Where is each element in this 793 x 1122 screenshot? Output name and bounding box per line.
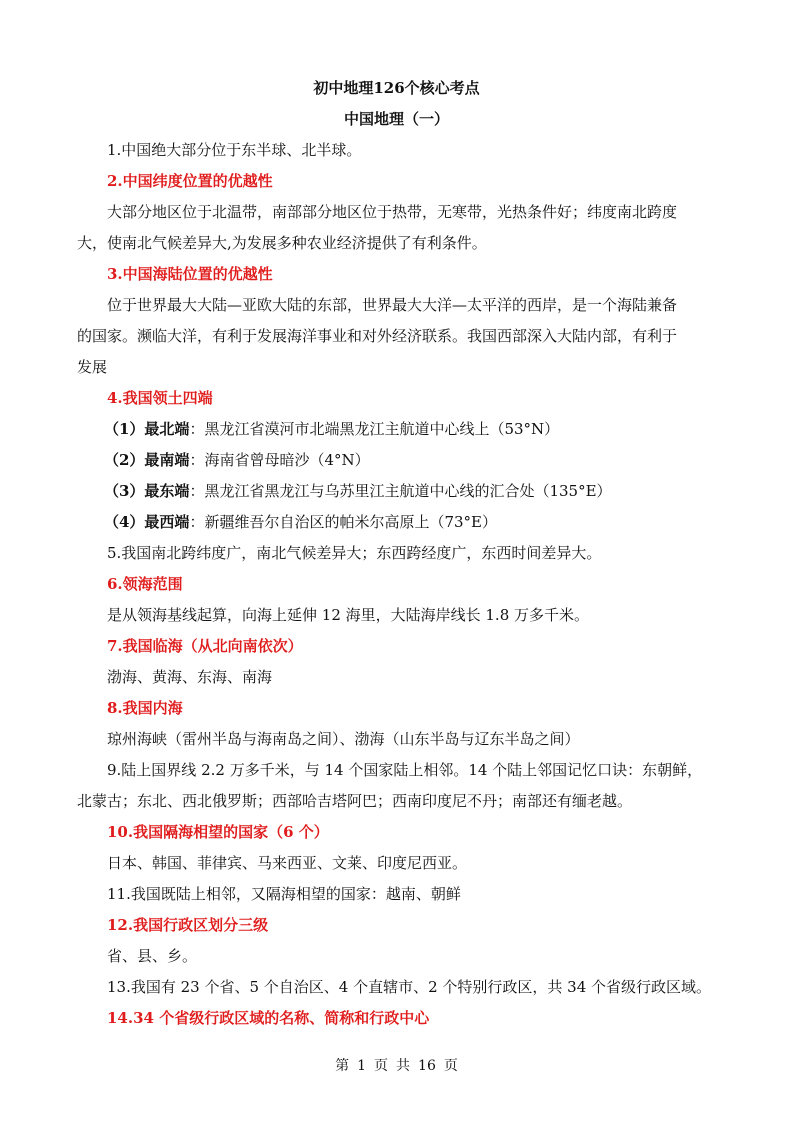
point-1: 1.中国绝大部分位于东半球、北半球。 — [107, 141, 362, 159]
footer-word-di: 第 — [335, 1058, 350, 1074]
extreme-west-label: （4）最西端 — [104, 513, 190, 531]
heading-10: 10.我国隔海相望的国家（6 个） — [107, 823, 329, 841]
extreme-east-label: （3）最东端 — [104, 482, 190, 500]
heading-6: 6.领海范围 — [107, 575, 183, 593]
doc-subtitle: 中国地理（一） — [343, 110, 449, 128]
point-12: 省、县、乡。 — [107, 947, 198, 965]
doc-title: 初中地理126个核心考点 — [313, 79, 480, 97]
page-number: 1 — [357, 1058, 367, 1074]
extreme-north-text: ：黑龙江省漠河市北端黑龙江主航道中心线上（53°N） — [189, 420, 560, 438]
point-3-line-1: 位于世界最大大陆—亚欧大陆的东部，世界最大大洋—太平洋的西岸，是一个海陆兼备 — [107, 296, 678, 314]
point-13: 13.我国有 23 个省、5 个自治区、4 个直辖市、2 个特别行政区，共 34 个省级行政区域。 — [107, 978, 712, 996]
heading-14: 14.34 个省级行政区域的名称、简称和行政中心 — [107, 1009, 430, 1027]
total-pages: 16 — [418, 1058, 436, 1074]
extreme-south-label: （2）最南端 — [104, 451, 190, 469]
extreme-east — [104, 481, 744, 501]
heading-8: 8.我国内海 — [107, 699, 183, 717]
extreme-south — [104, 450, 744, 470]
footer-word-ye: 页 — [374, 1058, 389, 1074]
footer-word-ye-2: 页 — [443, 1058, 458, 1074]
heading-12: 12.我国行政区划分三级 — [107, 916, 269, 934]
footer-word-gong: 共 — [396, 1058, 411, 1074]
point-10: 日本、韩国、菲律宾、马来西亚、文莱、印度尼西亚。 — [107, 854, 468, 872]
page-footer — [0, 1055, 793, 1075]
point-6: 是从领海基线起算，向海上延伸 12 海里，大陆海岸线长 1.8 万多千米。 — [107, 606, 590, 624]
point-7: 渤海、黄海、东海、南海 — [107, 668, 273, 686]
point-11: 11.我国既陆上相邻，又隔海相望的国家：越南、朝鲜 — [107, 885, 461, 903]
heading-2: 2.中国纬度位置的优越性 — [107, 172, 273, 190]
heading-3: 3.中国海陆位置的优越性 — [107, 265, 273, 283]
heading-7: 7.我国临海（从北向南依次） — [107, 637, 303, 655]
heading-4: 4.我国领土四端 — [107, 389, 213, 407]
point-3-line-3: 发展 — [77, 358, 108, 376]
extreme-west — [104, 512, 744, 532]
extreme-north — [104, 419, 744, 439]
point-2-line-2: 大，使南北气候差异大,为发展多种农业经济提供了有利条件。 — [77, 234, 487, 252]
extreme-west-text: ：新疆维吾尔自治区的帕米尔高原上（73°E） — [189, 513, 497, 531]
point-2-line-1: 大部分地区位于北温带，南部部分地区位于热带，无寒带，光热条件好；纬度南北跨度 — [107, 203, 678, 221]
extreme-north-label: （1）最北端 — [104, 420, 190, 438]
point-9-line-1: 9.陆上国界线 2.2 万多千米，与 14 个国家陆上相邻。14 个陆上邻国记忆口诀：东朝鲜， — [107, 761, 703, 779]
point-3-line-2: 的国家。濒临大洋，有利于发展海洋事业和对外经济联系。我国西部深入大陆内部，有利于 — [77, 327, 678, 345]
point-5: 5.我国南北跨纬度广，南北气候差异大；东西跨经度广，东西时间差异大。 — [107, 544, 602, 562]
extreme-south-text: ：海南省曾母暗沙（4°N） — [189, 451, 370, 469]
point-9-line-2: 北蒙古；东北、西北俄罗斯；西部哈吉塔阿巴；西南印度尼不丹；南部还有缅老越。 — [77, 792, 633, 810]
extreme-east-text: ：黑龙江省黑龙江与乌苏里江主航道中心线的汇合处（135°E） — [189, 482, 612, 500]
point-8: 琼州海峡（雷州半岛与海南岛之间）、渤海（山东半岛与辽东半岛之间） — [107, 730, 580, 748]
